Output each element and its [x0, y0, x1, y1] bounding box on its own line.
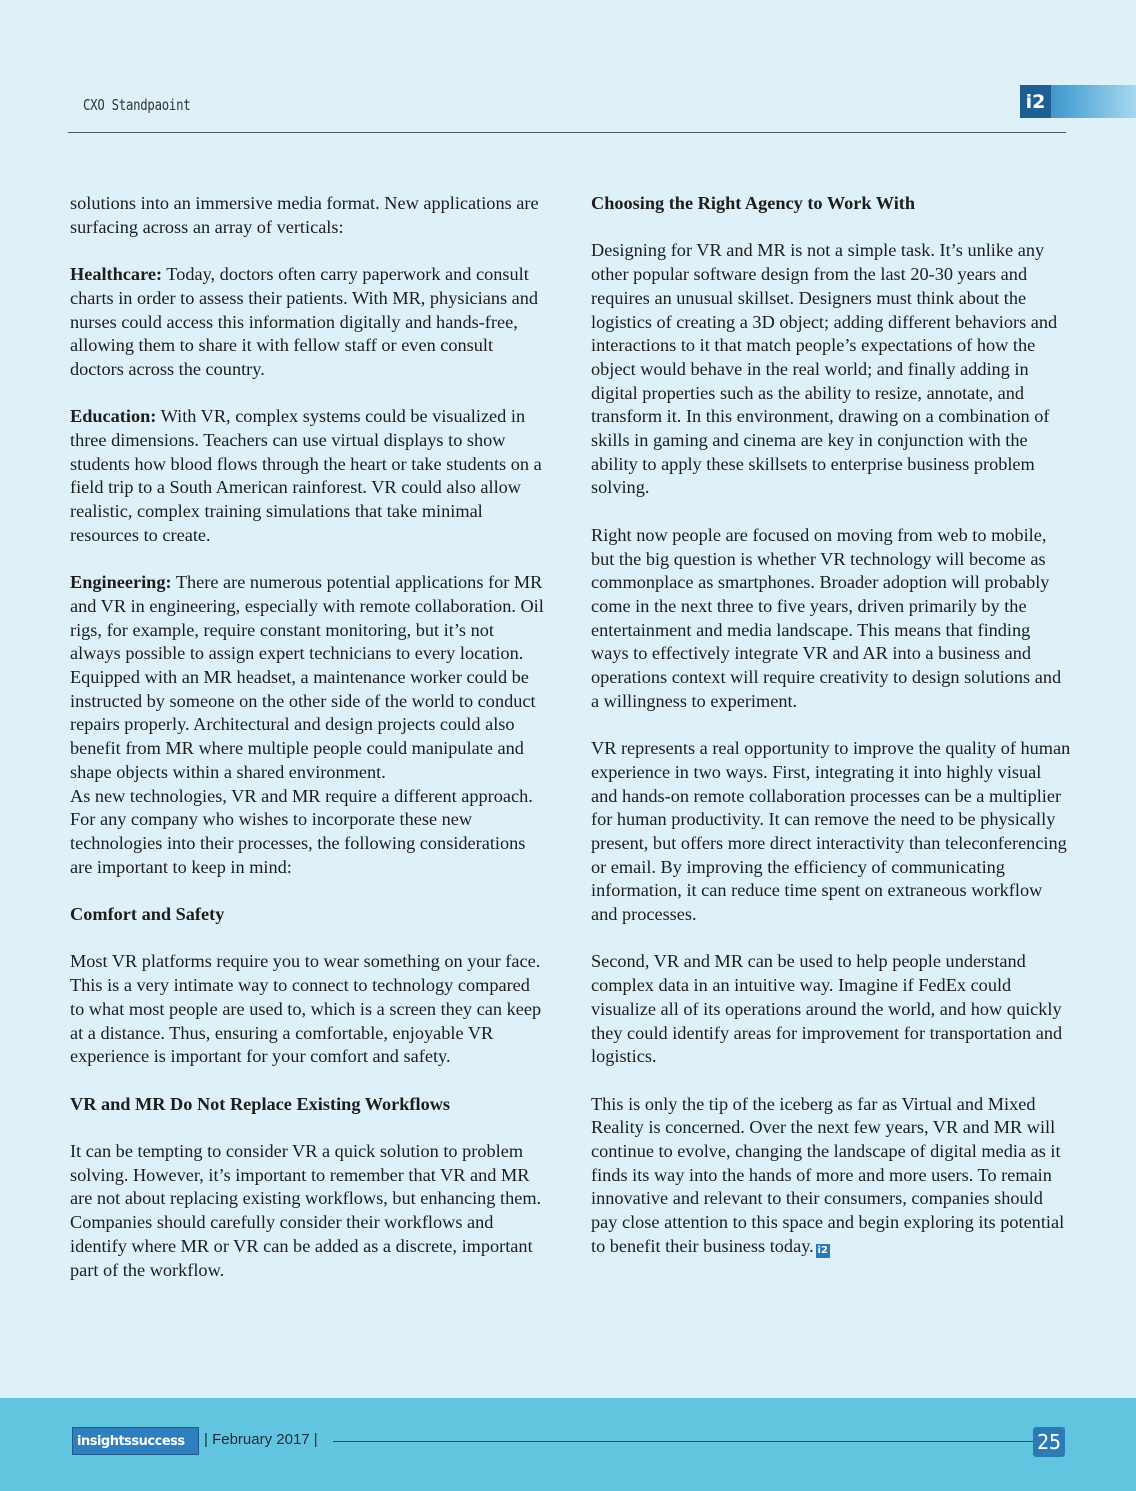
second-paragraph: Second, VR and MR can be used to help people understand complex data in an intuitive way. Imagine if FedEx could visualize all of its operations around the world, and how quickly they could identify areas for improvement for transportation and logistics. [591, 951, 1063, 1067]
education-text: With VR, complex systems could be visualized in three dimensions. Teachers can use virtual displays to show students how blood flows through the heart or take students on a field trip to a South American rainforest. VR could also allow realistic, complex training simulations that take minimal resources to create. [70, 406, 542, 545]
new-tech-paragraph: As new technologies, VR and MR require a different approach. For any company who wishes to incorporate these new technologies into their processes, the following considerations are important to keep in mind: [70, 785, 533, 877]
section-title: CXO Standpaoint [83, 96, 191, 114]
engineering-text: There are numerous potential applications for MR and VR in engineering, especially with remote collaboration. Oil rigs, for example, require constant monitoring, but it’s not always possible to assign expert technicians to every location. Equipped with an MR headset, a maintenance worker could be instructed by someone on the other side of the world to conduct repairs properly. Architectural and design projects could also benefit from MR where multiple people could manipulate and shape objects within a shared environment. [70, 572, 544, 782]
healthcare-text: Today, doctors often carry paperwork and consult charts in order to assess their patients. With MR, physicians and nurses could access this information digitally and hands-free, allowing them to share it with fellow staff or even consult doctors across the country. [70, 264, 539, 379]
publisher-logo [72, 1427, 199, 1455]
magazine-logo-icon: i2 [1020, 85, 1051, 118]
issue-date: | February 2017 | [204, 1431, 318, 1448]
article-end-icon: i2 [817, 1244, 828, 1256]
tip-paragraph [591, 1093, 1071, 1259]
comfort-heading: Comfort and Safety [70, 904, 225, 925]
education-label: Education: [70, 406, 157, 427]
workflows-heading: VR and MR Do Not Replace Existing Workflows [70, 1093, 451, 1114]
healthcare-label: Healthcare: [70, 264, 163, 285]
intro-paragraph: solutions into an immersive media format. New applications are surfacing across an array of verticals: [70, 193, 539, 237]
tip-text: This is only the tip of the iceberg as far as Virtual and Mixed Reality is concerned. Over the next few years, VR and MR will continue to evolve, changing the landscape of digital media as it finds its way into the hands of more and more users. To remain innovative and relevant to their consumers, companies should pay close attention to this space and begin exploring its potential to benefit their business today. [591, 1093, 1065, 1256]
agency-heading: Choosing the Right Agency to Work With [591, 193, 916, 213]
agency-paragraph: Designing for VR and MR is not a simple task. It’s unlike any other popular software design from the last 20-30 years and requires an unusual skillset. Designers must think about the logistics of creating a 3D object; adding different behaviors and interactions to it that match people’s expectations of how the object would behave in the real world; and finally adding in digital properties such as the ability to resize, annotate, and transform it. In this environment, drawing on a combination of skills in gaming and cinema are key in conjunction with the ability to apply these skillsets to enterprise business problem solving. [591, 240, 1058, 498]
education-paragraph [70, 405, 548, 547]
comfort-paragraph: Most VR platforms require you to wear something on your face. This is a very intimate way to connect to technology compared to what most people are used to, which is a screen they can keep at a distance. Thus, ensuring a comfortable, enjoyable VR experience is important for your comfort and safety. [70, 951, 542, 1067]
page-number: 25 [1033, 1427, 1065, 1457]
engineering-paragraph [70, 571, 548, 784]
footer-divider [333, 1441, 1033, 1442]
header-divider [68, 132, 1066, 133]
engineering-label: Engineering: [70, 572, 172, 593]
right-now-paragraph: Right now people are focused on moving from web to mobile, but the big question is whether VR technology will become as commonplace as smartphones. Broader adoption will probably come in the next three to five years, driven primarily by the entertainment and media landscape. This means that finding ways to effectively integrate VR and AR into a business and operations context will require creativity to design solutions and a willingness to experiment. [591, 524, 1062, 711]
opportunity-paragraph: VR represents a real opportunity to improve the quality of human experience in two ways. First, integrating it into highly visual and hands-on remote collaboration processes can be a multiplier for human productivity. It can remove the need to be physically present, but offers more direct interactivity than teleconferencing or email. By improving the efficiency of communicating information, it can reduce time spent on extraneous workflow and processes. [591, 738, 1071, 925]
healthcare-paragraph [70, 263, 548, 382]
article-column-left [70, 192, 548, 1306]
publisher-logo-text: insightssuccess [77, 1433, 185, 1449]
article-column-right [591, 192, 1071, 1282]
workflows-paragraph: It can be tempting to consider VR a quick solution to problem solving. However, it’s important to remember that VR and MR are not about replacing existing workflows, but enhancing them. Companies should carefully consider their workflows and identify where MR or VR can be added as a discrete, important part of the workflow. [70, 1141, 542, 1280]
